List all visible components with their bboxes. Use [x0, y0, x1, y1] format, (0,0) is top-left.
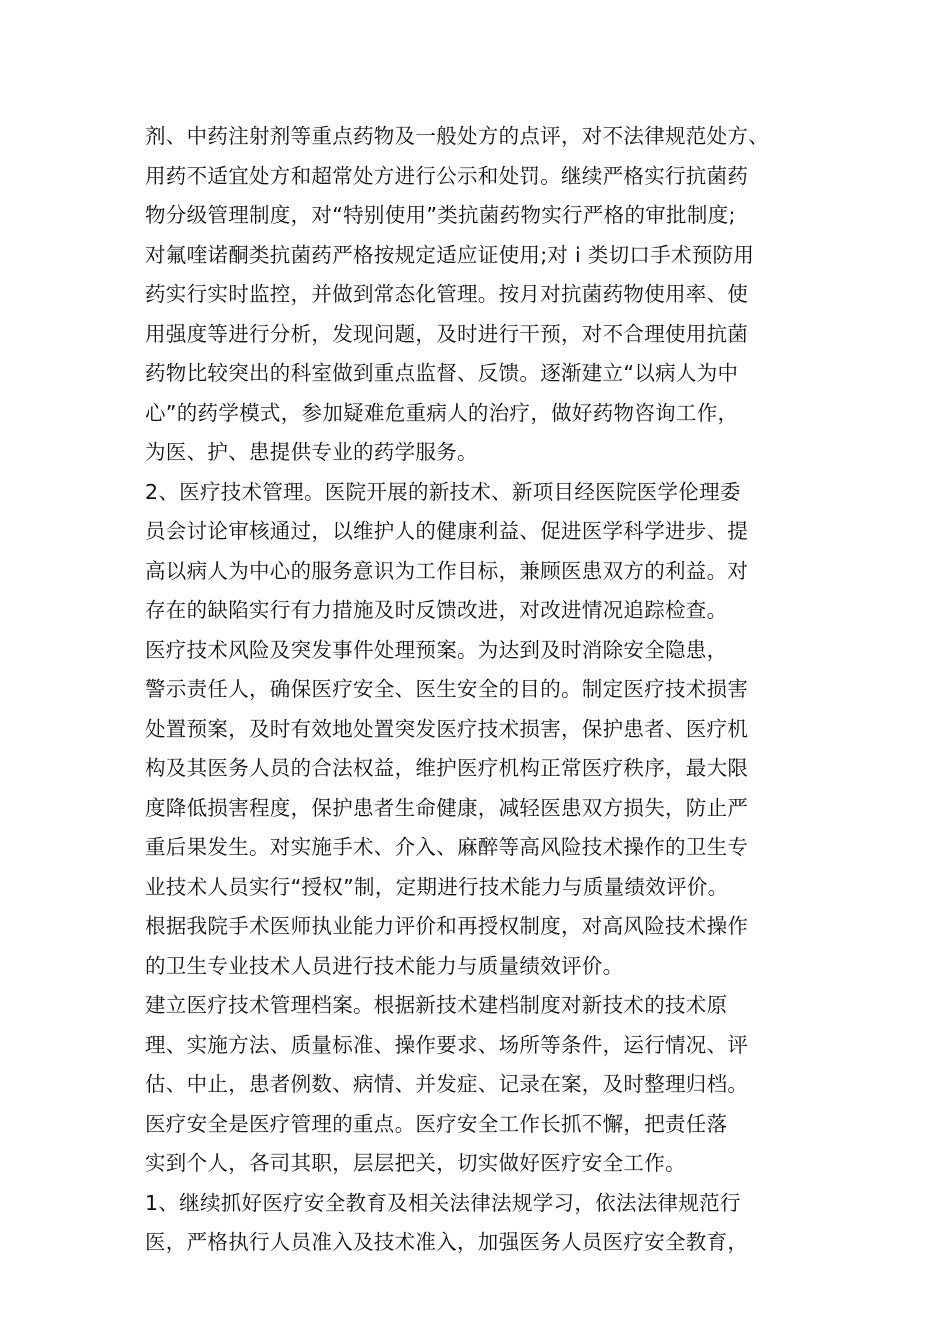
- text-line: 2、医疗技术管理。医院开展的新技术、新项目经医院医学伦理委: [145, 479, 741, 504]
- text-line: 员会讨论审核通过，以维护人的健康利益、促进医学科学进步、提: [145, 519, 749, 543]
- text-line: 物分级管理制度，对“特别使用”类抗菌药物实行严格的审批制度;: [145, 203, 736, 227]
- text-line: 建立医疗技术管理档案。根据新技术建档制度对新技术的技术原: [145, 993, 728, 1017]
- text-line: 1、继续抓好医疗安全教育及相关法律法规学习，依法法律规范行: [145, 1190, 741, 1215]
- text-line: 用药不适宜处方和超常处方进行公示和处罚。继续严格实行抗菌药: [145, 163, 749, 188]
- document-body-text: [145, 117, 815, 1263]
- text-line: 医，严格执行人员准入及技术准入，加强医务人员医疗安全教育，: [145, 1230, 749, 1254]
- text-line: 警示责任人，确保医疗安全、医生安全的目的。制定医疗技术损害: [145, 677, 749, 701]
- text-line: 医疗安全是医疗管理的重点。医疗安全工作长抓不懈，把责任落: [145, 1111, 728, 1136]
- text-line: 高以病人为中心的服务意识为工作目标，兼顾医患双方的利益。对: [145, 558, 749, 583]
- text-line: 的卫生专业技术人员进行技术能力与质量绩效评价。: [145, 953, 624, 978]
- text-line: 药实行实时监控，并做到常态化管理。按月对抗菌药物使用率、使: [145, 282, 749, 306]
- text-line: 处置预案，及时有效地处置突发医疗技术损害，保护患者、医疗机: [145, 716, 749, 741]
- text-line: 根据我院手术医师执业能力评价和再授权制度，对高风险技术操作: [145, 914, 749, 938]
- text-line: 理、实施方法、质量标准、操作要求、场所等条件，运行情况、评: [145, 1032, 749, 1057]
- text-line: 剂、中药注射剂等重点药物及一般处方的点评，对不法律规范处方、: [145, 124, 769, 148]
- text-line: 业技术人员实行“授权”制，定期进行技术能力与质量绩效评价。: [145, 874, 729, 899]
- text-line: 用强度等进行分析，发现问题，及时进行干预，对不合理使用抗菌: [145, 321, 749, 346]
- text-line: 重后果发生。对实施手术、介入、麻醉等高风险技术操作的卫生专: [145, 835, 749, 859]
- text-line: 心”的药学模式，参加疑难危重病人的治疗，做好药物咨询工作，: [145, 400, 739, 425]
- text-line: 医疗技术风险及突发事件处理预案。为达到及时消除安全隐患，: [145, 637, 728, 662]
- text-line: 实到个人，各司其职，层层把关，切实做好医疗安全工作。: [145, 1151, 686, 1175]
- text-line: 对氟喹诺酮类抗菌药严格按规定适应证使用;对 i 类切口手术预防用: [145, 242, 755, 267]
- text-line: 存在的缺陷实行有力措施及时反馈改进，对改进情况追踪检查。: [145, 598, 728, 622]
- text-line: 药物比较突出的科室做到重点监督、反馈。逐渐建立“以病人为中: [145, 361, 739, 385]
- text-line: 构及其医务人员的合法权益，维护医疗机构正常医疗秩序，最大限: [145, 756, 749, 780]
- text-line: 为医、护、患提供专业的药学服务。: [145, 440, 478, 464]
- text-line: 估、中止，患者例数、病情、并发症、记录在案，及时整理归档。: [145, 1072, 749, 1096]
- text-line: 度降低损害程度，保护患者生命健康，减轻医患双方损失，防止严: [145, 795, 749, 820]
